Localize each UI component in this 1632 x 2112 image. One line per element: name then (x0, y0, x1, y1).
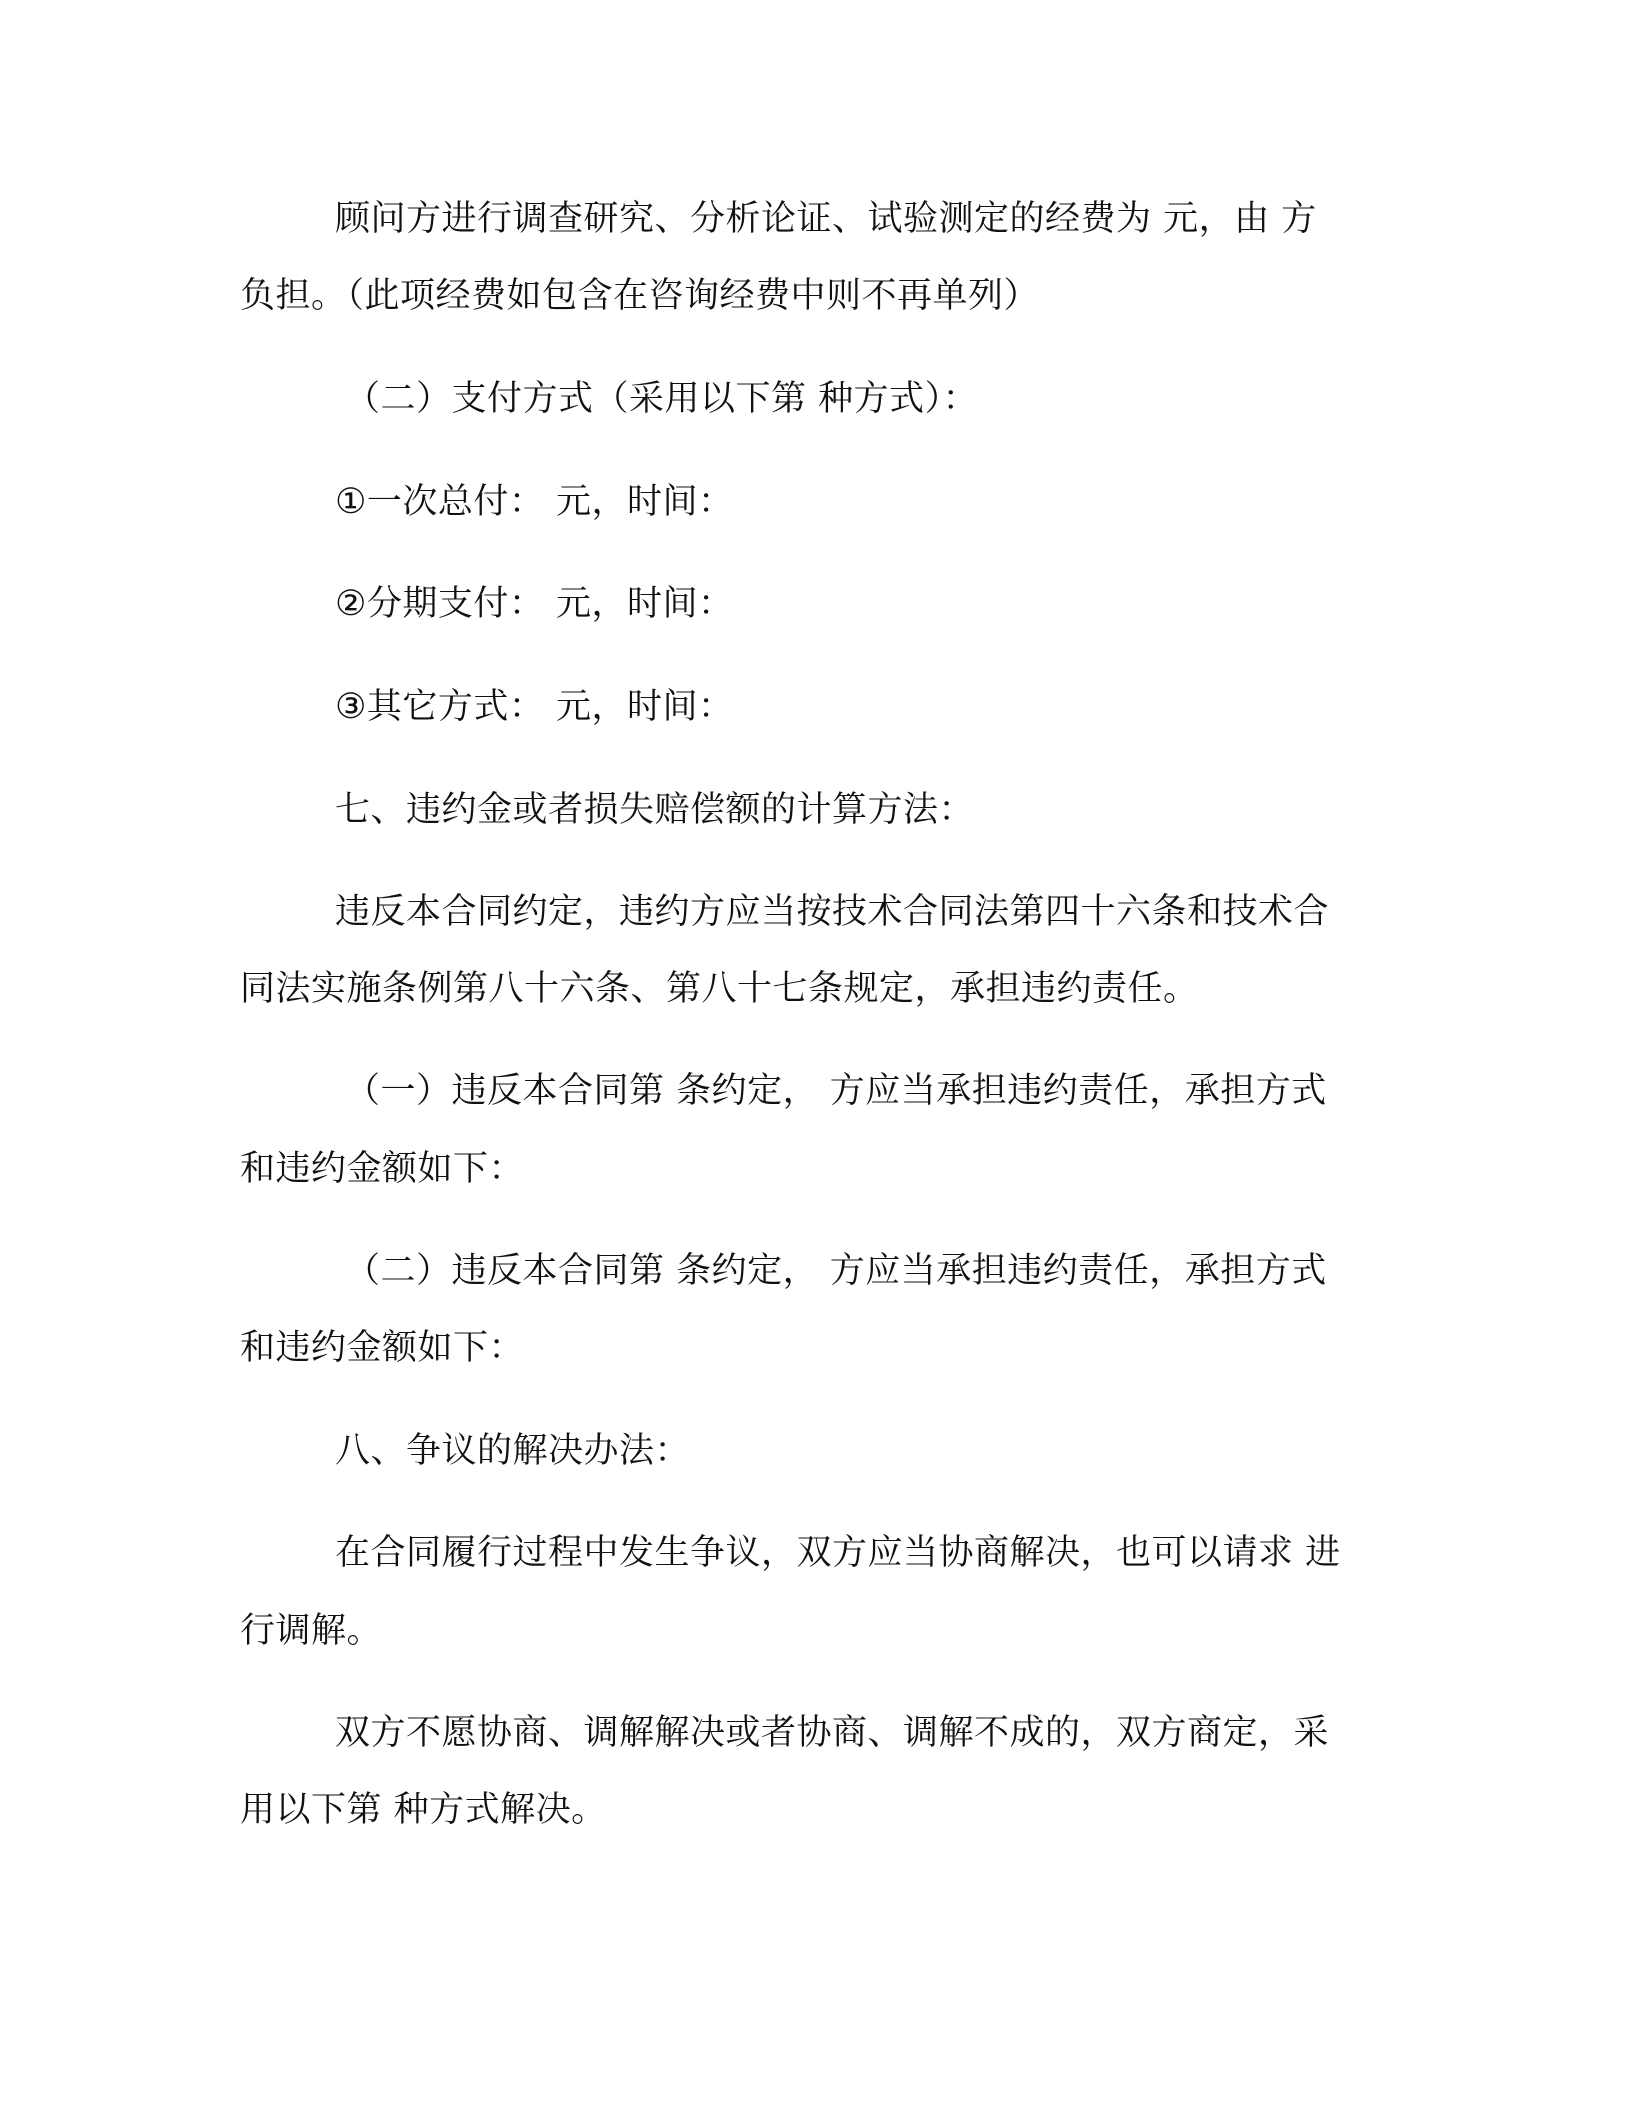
list-item: ②分期支付： 元，时间： (335, 584, 734, 624)
section-heading: （二）支付方式（采用以下第 种方式）： (345, 379, 979, 419)
section-heading: 八、争议的解决办法： (335, 1431, 691, 1471)
paragraph-line: 用以下第 种方式解决。 (240, 1790, 607, 1830)
paragraph-line: （一）违反本合同第 条约定， 方应当承担违约责任，承担方式 (345, 1071, 1327, 1111)
paragraph-line: 同法实施条例第八十六条、第八十七条规定，承担违约责任。 (240, 969, 1199, 1009)
paragraph-line: 违反本合同约定，违约方应当按技术合同法第四十六条和技术合 (335, 892, 1330, 932)
list-item: ①一次总付： 元，时间： (335, 482, 734, 522)
paragraph-line: （二）违反本合同第 条约定， 方应当承担违约责任，承担方式 (345, 1251, 1327, 1291)
list-item: ③其它方式： 元，时间： (335, 687, 734, 727)
paragraph-line: 行调解。 (240, 1611, 383, 1651)
section-heading: 七、违约金或者损失赔偿额的计算方法： (335, 790, 975, 830)
paragraph-line: 和违约金额如下： (240, 1328, 525, 1368)
paragraph-line: 双方不愿协商、调解解决或者协商、调解不成的，双方商定，采 (335, 1713, 1330, 1753)
paragraph-line: 负担。（此项经费如包含在咨询经费中则不再单列） (240, 276, 1040, 316)
paragraph-line: 和违约金额如下： (240, 1149, 525, 1189)
paragraph-line: 在合同履行过程中发生争议，双方应当协商解决，也可以请求 进 (335, 1533, 1341, 1573)
paragraph-line: 顾问方进行调查研究、分析论证、试验测定的经费为 元，由 方 (335, 199, 1317, 239)
